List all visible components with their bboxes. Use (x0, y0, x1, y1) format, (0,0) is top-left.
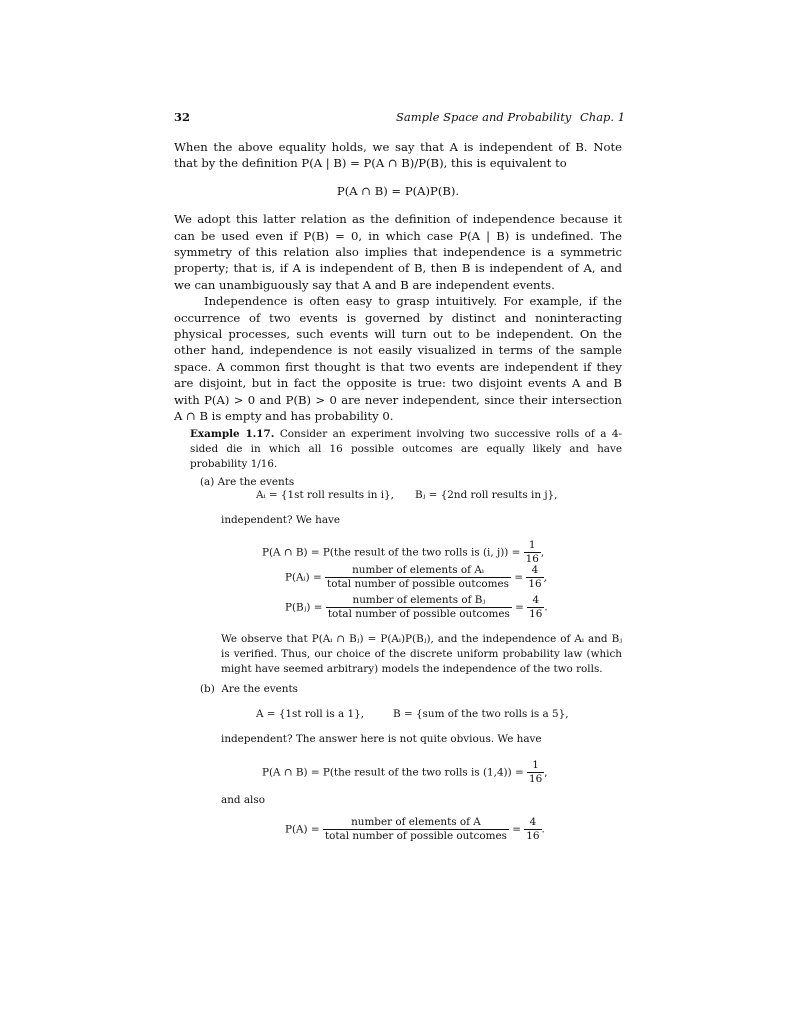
main-text (174, 139, 622, 425)
part-a-eq1-num: 1 (524, 539, 541, 553)
part-a-conclusion: We observe that P(Aᵢ ∩ Bⱼ) = P(Aᵢ)P(Bⱼ), and the independence of Aᵢ and Bⱼ is verified. Thus, our choice of the discrete uniform probability law (which might have seemed arbitrary) models the independence of the two rolls. (221, 633, 622, 676)
part-a-eq2-result (526, 564, 543, 591)
part-a-eq3-result (527, 594, 544, 621)
part-b-follow: independent? The answer here is not quite obvious. We have (221, 733, 542, 745)
part-b-question-text: Are the events (221, 683, 298, 695)
part-a-marker: (a) (200, 475, 215, 488)
part-a-eq3-num: number of elements of Bⱼ (326, 594, 512, 608)
example-block (190, 427, 622, 490)
part-b-question (200, 683, 298, 695)
paragraph-intuition: Independence is often easy to grasp intuitively. For example, if the occurrence of two events is governed by distinct and noninteracting physical processes, such events will turn out to be independent. On the other hand, independence is not easily visualized in terms of the sample space. A common first thought is that two events are independent if they are disjoint, but in fact the opposite is true: two disjoint events A and B with P(A) > 0 and P(B) > 0 are never independent, since their intersection A ∩ B is empty and has probability 0. (174, 294, 622, 424)
part-a-eq3-lhs: P(Bⱼ) = (285, 601, 323, 614)
part-b-eq1-end: , (544, 766, 548, 779)
part-a-eq2-end: , (543, 571, 547, 584)
part-b-eq2-fraction (323, 816, 509, 843)
part-a-eq2-equals: = (514, 571, 524, 584)
example-intro-text: Consider an experiment involving two successive rolls of a 4-sided die in which all 16 possible outcomes are equally likely and have probability 1/16. (190, 428, 622, 471)
part-a-event-b: Bⱼ = {2nd roll results in j}, (415, 489, 558, 501)
part-a-equation-3 (285, 594, 548, 621)
part-b-eq1-den: 16 (529, 773, 543, 785)
part-a-eq2-rnum: 4 (526, 564, 543, 578)
display-equation-independence: P(A ∩ B) = P(A)P(B). (336, 183, 460, 198)
part-a-eq3-end: . (544, 601, 548, 614)
part-b-eq1-num: 1 (527, 759, 544, 773)
part-b-equation-2 (285, 816, 545, 843)
part-b-also: and also (221, 794, 265, 806)
part-a-eq1-lhs: P(A ∩ B) = P(the result of the two rolls is (i, j)) = (262, 546, 521, 559)
part-a-eq2-den: total number of possible outcomes (327, 578, 510, 590)
part-b-eq2-result (524, 816, 541, 843)
part-a-eq1-end: , (540, 546, 545, 559)
example-intro (190, 427, 622, 473)
part-a-eq3-rnum: 4 (527, 594, 544, 608)
part-a-eq1-fraction (524, 539, 541, 566)
part-a-equation-2 (285, 564, 547, 591)
part-a-eq2-rden: 16 (528, 578, 542, 590)
part-b-eq1-lhs: P(A ∩ B) = P(the result of the two rolls is (1,4)) = (262, 766, 524, 779)
part-b-marker: (b) (200, 683, 215, 695)
part-b-eq1-fraction (527, 759, 544, 786)
part-a-eq3-fraction (326, 594, 512, 621)
part-a-eq3-rden: 16 (529, 608, 543, 620)
part-a-event-a: Aᵢ = {1st roll results in i}, (256, 489, 394, 501)
part-a-equation-1 (262, 539, 544, 566)
paragraph-adopt-definition: We adopt this latter relation as the definition of independence because it can be used even if P(B) = 0, in which case P(A | B) is undefined. The symmetry of this relation also implies that independence is a symmetric property; that is, if A is independent of B, then B is independent of A, and we can unambiguously say that A and B are independent events. (174, 212, 622, 292)
part-b-eq2-num: number of elements of A (323, 816, 509, 830)
part-b-eq2-den: total number of possible outcomes (324, 830, 507, 842)
example-label: Example 1.17. (190, 428, 275, 440)
chapter-label: Chap. 1 (580, 110, 626, 124)
part-a-eq3-equals: = (515, 601, 524, 614)
part-b-event-a: A = {1st roll is a 1}, (256, 708, 365, 720)
part-a-eq3-den: total number of possible outcomes (327, 608, 510, 620)
running-title: Sample Space and Probability (396, 110, 572, 124)
part-b-eq2-rden: 16 (526, 830, 540, 842)
page-number: 32 (174, 110, 191, 124)
part-b-eq2-equals: = (512, 823, 521, 836)
paragraph-independence-definition: When the above equality holds, we say that A is independent of B. Note that by the definition P(A | B) = P(A ∩ B)/P(B), this is equivalent to (174, 140, 622, 171)
part-a-eq1-den: 16 (525, 553, 539, 565)
part-a-eq2-lhs: P(Aᵢ) = (285, 571, 322, 584)
part-a-question-text: Are the events (217, 475, 295, 488)
part-b-event-b: B = {sum of the two rolls is a 5}, (393, 708, 569, 720)
part-b-eq2-lhs: P(A) = (285, 823, 320, 836)
part-a-question (190, 475, 622, 490)
part-b-eq2-rnum: 4 (524, 816, 541, 830)
part-a-eq2-fraction (325, 564, 511, 591)
part-a-follow: independent? We have (221, 514, 341, 526)
part-b-eq2-end: . (541, 823, 545, 836)
part-b-equation-1 (262, 759, 548, 786)
part-a-eq2-num: number of elements of Aᵢ (325, 564, 511, 578)
